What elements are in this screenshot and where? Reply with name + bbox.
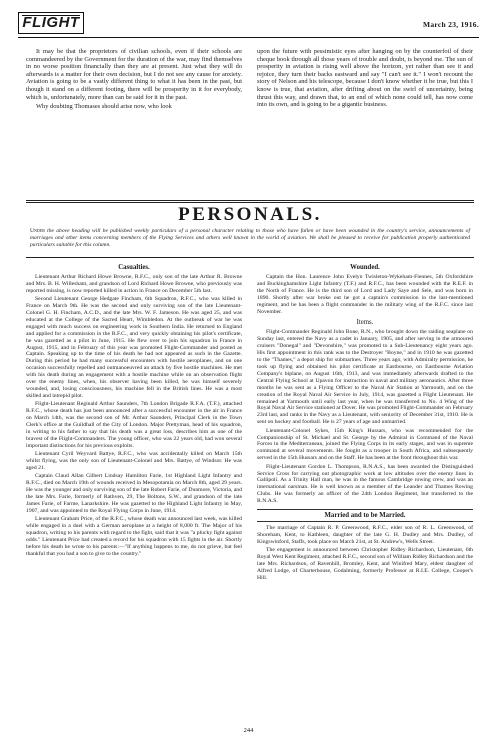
- wounded-heading: Wounded.: [350, 264, 380, 271]
- notice-text: the above heading will be published weekly particulars of a personal character relating to those who have fallen or have been wounded in the country's service, announcements of marriages and other items concerning members of the Flying Services and others well known in the world of aviation. We shall be pleased to receive for publication properly authenticated particulars suitable for this column.: [30, 228, 470, 248]
- casualty-entry: Captain Claud Allan Gilbert Lindsay Hamilton Farie, 1st Highland Light Infantry and R.F.C., died on March 19th of wounds received in Mesopotamia on March 8th, aged 29 years. He was the younger and only surviving son of the late Robert Farie, of Dunmore, Victoria, and the late Mrs. Farie, formerly of Rathven, 29, The Boltons, S.W., and grandson of the late James Farie, of Farme, Lanarkshire. He was gazetted to the Highland Light Infantry in May, 1907, and was appointed to the Royal Flying Corps in June, 1914.: [26, 473, 242, 514]
- header-rule: [18, 37, 479, 38]
- intro-left-column: [26, 48, 242, 111]
- casualty-entry: Lieutenant Arthur Richard Howe Browne, R.F.C., only son of the late Arthur R. Browne and Mrs. B. H. Willesham, and grandson of Lord Richard Howe Browne, who previously was reported missing, is now reported killed in action in France on December 5th last.: [26, 274, 242, 294]
- married-heading: Married and to be Married.: [324, 512, 406, 520]
- casualties-heading: Casualties.: [118, 264, 150, 271]
- item-entry: Lieutenant-Colonel Sykes, 15th King's Hussars, who was recommended for the Companionship of St. Michael and St. George by the Admiral in Command of the Naval Forces in the Mediterranean, joined the Flying Corps in its early stages, and was in supreme command at several movements. He fought as a trooper in South Africa, and subsequently served in the 15th Hussars and on the Staff. He has been at the front throughout this war.: [257, 427, 473, 462]
- married-entry: The engagement is announced between Christopher Ridley Richardson, Lieutenant, 6th Royal West Kent Regiment, attached R.F.C., second son of William Ridley Richardson and the late Mrs. Richardson, of Ravenhill, Bromley, Kent, and Winifred Mary, eldest daughter of Alfred Lodge, of Charterhouse, Godalming, formerly Professor at R.I.E. College, Cooper's Hill.: [257, 547, 473, 581]
- intro-right-paragraph: upon the future with pessimistic eyes after hanging on by the counterfoil of their cheque book through all those years of trouble and doubt, is beyond me. The sun of prosperity in aviation is rising well above the horizon, yet rather than see it and rejoice, they turn their backs eastward and say "I can't see it." I won't recount the story of Nelson and his telescope, because I don't know whether it be true, but this I know is true, that aviation, after drifting about on the swirl of uncertainty, being thrust this way, and drawn that, to an end of which none could tell, has now come into its own, and is going to be a gigantic business.: [257, 48, 473, 109]
- casualty-entry: Second Lieutenant George Hedgate Fincham, 6th Squadron, R.F.C., who was killed in France on March 9th. He was the second and only surviving son of the late Lieutenant-Colonel G. H. Fincham, A.C.D., and the late Mrs. W. F. Jameson. He was aged 25, and was educated at the College of the Sacred Heart, Wimbledon. At the outbreak of war he was engaged with much success on engineering work in Southern India. He returned to England and applied for a commission in the R.F.C., and very quickly obtaining his pilot's certificate, he was gazetted as a pilot in June, 1915. He flew over to join his squadron in France in August, 1915, and in February of this year was promoted Flight-Commander and posted as Captain. Speaking up to the time of his death he had not appeared as such in the Gazette. During this period he had many successful encounters with hostile aeroplanes, and on one occasion successfully repelled and outmanoeuvred an attack by five hostile machines. He met with his death during an engagement with a hostile machine while on an observation flight over the enemy lines, when, his observer having been killed, he was himself severely wounded, and, losing consciousness, his machine fell in the British lines. He was a most skilled and intrepid pilot.: [26, 296, 242, 399]
- items-heading: Items.: [356, 319, 374, 327]
- title-rule-bottom: [26, 257, 474, 258]
- wounded-items-column: [257, 262, 473, 582]
- casualty-entry: Flight-Lieutenant Reginald Arthur Saunders, 7th London Brigade R.F.A. (T.F.), attached R.F.C., whose death has just been announced after a successful encounter in the air in France on March 14th, was the second son of Mr. Arthur Saunders, Principal Clerk in the Town Clerk's office at the Guildhall of the City of London. Major Prettyman, head of his squadron, in writing to his father to say that his death was a great loss, describes him as one of the bravest of the Flight-Commanders. The young officer, who was 22 years old, had won several important distinctions for his previous exploits.: [26, 401, 242, 449]
- casualties-column: [26, 262, 242, 558]
- page-number: 244: [243, 727, 254, 734]
- issue-date: March 23, 1916.: [422, 20, 479, 29]
- intro-left-paragraph: It may be that the proprietors of civilian schools, even if their schools are commandeered by the Government for the duration of the war, may find themselves in no worse position financially than they are at present. Just what they will do afterwards is a matter for their own decision, but I do not see any cause for anxiety. Aviation is going to be a vastly different thing to what it has been in the past, but though it stand on a different footing, there will be prosperity in it for everybody, which is, unfortunately, more than can be said for it in the past.: [26, 48, 242, 101]
- item-entry: Flight-Commander Reginald John Bone, R.N., who brought down the raiding seaplane on Sunday last, entered the Navy as a cadet in January, 1905, and after serving in the armoured cruisers "Donegal" and "Devonshire," was promoted to a Sub-Lieutenancy eight years ago. His first appointment in this rank was to the Destroyer "Boyne," and in 1910 he was gazetted to the "Thames," a depot ship for submarines. Three years ago, with Admiralty permission, he took up flying and obtained his pilot certificate at Eastbourne, on Eastbourne Aviation Company's biplane, on August 16th, 1913, and was immediately afterwards drafted to the Central Flying School at Upavon for instruction in naval and military aeronautics. After three months he was sent as a Flying Officer to the Naval Air Station at Yarmouth, and on the creation of the Royal Naval Air Service in July, 1914, was gazetted a Flight Lieutenant. He remained at Yarmouth until early last year, when he was transferred to No. 4 Wing of the Royal Naval Air Service stationed at Dover. He was promoted Flight-Commander on February 23rd last, and ranks in the Navy as a Lieutenant, with seniority of December 31st, 1910. He is sent on hockey and football. He is 27 years of age and unmarried.: [257, 329, 473, 426]
- flight-logo: FLIGHT: [18, 12, 84, 34]
- section-title: PERSONALS.: [178, 204, 322, 225]
- married-entry: The marriage of Captain R. P. Greenwood, R.F.C., elder son of R. L. Greenwood, of Shoreham, Kent, to Kathleen, daughter of the late G. H. Dudley and Mrs. Dudley, of Kingswinford, Staffs, took place on March 21st, at St. Andrew's, Wells Street.: [257, 525, 473, 545]
- married-heading-box: [257, 509, 473, 522]
- item-entry: Flight-Lieutenant Gordon L. Thompson, R.N.A.S., has been awarded the Distinguished Service Cross for carrying out photographic work at low altitudes over the enemy lines in Gallipoli. As a Trinity Hall man, he was in the famous Cambridge rowing crew, and was an international oarsman. He is well known as a member of the Leander and Thames Rowing Clubs. He was formerly an officer of the 24th London Regiment, but transferred to the R.N.A.S.: [257, 463, 473, 505]
- notice-lead-word: Under: [30, 228, 45, 234]
- casualty-entry: Lieutenant Cyril Weyvard Battye, R.F.C., who was accidentally killed on March 15th whilst flying, was the only son of Lieutenant-Colonel and Mrs. Battye, of Windsor. He was aged 21.: [26, 451, 242, 471]
- intro-right-column: [257, 48, 473, 109]
- title-rule-top-inner: [26, 202, 474, 203]
- masthead: [18, 12, 479, 36]
- wounded-entry: Captain the Hon. Laurence John Evelyn Twisleton-Wykeham-Fiennes, 5th Oxfordshire and Buckinghamshire Light Infantry (T.F.) and R.F.C., has been wounded with the R.E.F. in the North of France. He is the third son of Lord and Lady Saye and Sele, and was born in 1890. Shortly after war broke out he got a captain's commission in the last-mentioned regiment, and he has been a flight commander in the military wing of the R.F.C. since last November.: [257, 274, 473, 315]
- column-notice: [30, 228, 470, 249]
- intro-left-paragraph: Why doubting Thomases should arise now, who look: [36, 103, 172, 111]
- casualty-entry: Lieutenant Graham Price, of the R.F.C., whose death was announced last week, was killed while engaged in a duel with a German aeroplane at a height of 8,000 ft. The Major of his squadron, writing to his parents with regard to the fight, said that it was "a plucky fight against odds." Lieutenant Price had created a record for his squadron with 15 fights in the air. Shortly before his death he wrote to his parents:—"If anything happens to me, do not grieve, but feel thankful that you had a son to give to the country.": [26, 516, 242, 557]
